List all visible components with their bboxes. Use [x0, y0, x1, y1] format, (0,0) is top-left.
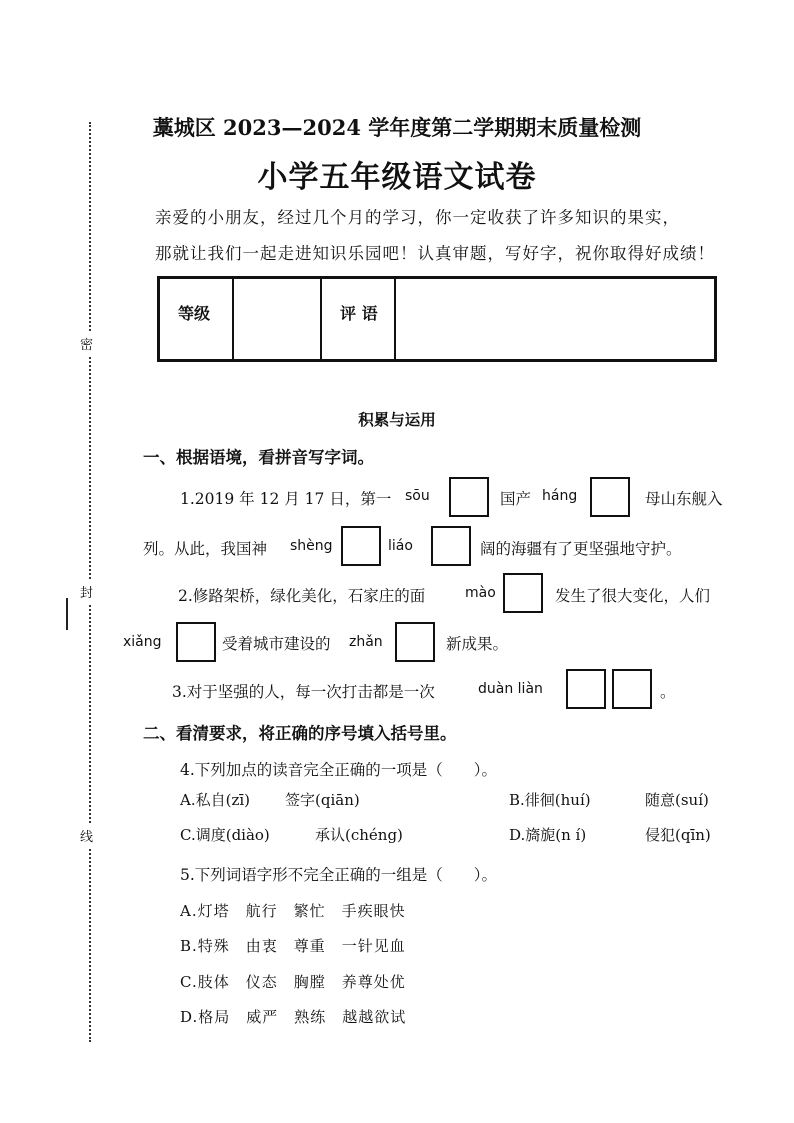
- comment-input-cell[interactable]: [395, 278, 716, 361]
- q5-stem: 5.下列词语字形不完全正确的一组是（ ）。: [180, 866, 498, 884]
- q4-option-b1[interactable]: B.徘徊(huí): [509, 791, 591, 809]
- grade-table: [157, 276, 717, 362]
- comment-label: 评 语: [340, 304, 378, 323]
- q4-option-a1[interactable]: A.私自(zī): [180, 791, 251, 809]
- answer-box-lian[interactable]: [612, 669, 652, 709]
- answer-box-sheng[interactable]: [341, 526, 381, 566]
- answer-box-sou[interactable]: [449, 477, 489, 517]
- answer-box-liao[interactable]: [431, 526, 471, 566]
- answer-box-duan[interactable]: [566, 669, 606, 709]
- q4-option-b2: 随意(suí): [645, 791, 709, 809]
- q1-line1c: 母山东舰入: [645, 490, 723, 508]
- seal-char-xian: 线: [80, 824, 93, 847]
- q4-option-d2: 侵犯(qīn): [645, 826, 711, 844]
- pinyin-sou: sōu: [405, 488, 430, 504]
- q1-line3b: 发生了很大变化，人们: [555, 587, 711, 605]
- pinyin-mao: mào: [465, 585, 496, 601]
- q1-line5b: 。: [660, 683, 676, 701]
- q4-option-c1[interactable]: C.调度(diào): [180, 826, 270, 844]
- answer-box-mao[interactable]: [503, 573, 543, 613]
- answer-box-zhan[interactable]: [395, 622, 435, 662]
- seal-char-feng: 封: [80, 580, 93, 603]
- seal-char-mi: 密: [80, 332, 93, 355]
- q1-line4a: 受着城市建设的: [222, 635, 331, 653]
- q1-line1a: 1.2019 年 12 月 17 日，第一: [180, 490, 392, 508]
- paper-title: 小学五年级语文试卷: [257, 160, 537, 195]
- q5-option-a[interactable]: A.灯塔 航行 繁忙 手疾眼快: [180, 902, 406, 920]
- section-title: 积累与运用: [358, 410, 436, 429]
- pinyin-liao: liáo: [388, 538, 413, 554]
- q1-line5a: 3.对于坚强的人，每一次打击都是一次: [172, 683, 435, 701]
- q1-line4b: 新成果。: [446, 635, 509, 653]
- pinyin-hang: háng: [542, 488, 578, 504]
- grade-label: 等级: [178, 304, 211, 323]
- q5-option-d[interactable]: D.格局 威严 熟练 越越欲试: [180, 1008, 407, 1026]
- margin-mark: [66, 598, 68, 630]
- intro-line-1: 亲爱的小朋友，经过几个月的学习，你一定收获了许多知识的果实，: [155, 208, 680, 227]
- q5-option-c[interactable]: C.肢体 仪态 胸膛 养尊处优: [180, 973, 406, 991]
- q4-option-c2: 承认(chéng): [315, 826, 403, 844]
- pinyin-sheng: shèng: [290, 538, 333, 554]
- exam-title: 藁城区 2023—2024 学年度第二学期期末质量检测: [152, 115, 642, 140]
- pinyin-zhan: zhǎn: [349, 634, 383, 650]
- intro-line-2: 那就让我们一起走进知识乐园吧！认真审题，写好字，祝你取得好成绩！: [155, 244, 715, 263]
- q1-line1b: 国产: [500, 490, 532, 508]
- answer-box-xiang[interactable]: [176, 622, 216, 662]
- q1-line2a: 列。从此，我国神: [143, 540, 268, 558]
- q1-heading: 一、根据语境，看拼音写字词。: [143, 448, 374, 467]
- grade-label-cell: [159, 278, 234, 361]
- grade-input-cell[interactable]: [233, 278, 321, 361]
- q1-line3a: 2.修路架桥，绿化美化，石家庄的面: [178, 587, 426, 605]
- q4-stem: 4.下列加点的读音完全正确的一项是（ ）。: [180, 761, 498, 779]
- q2-heading: 二、看清要求，将正确的序号填入括号里。: [143, 724, 457, 743]
- q4-option-d1[interactable]: D.旖旎(n í): [509, 826, 587, 844]
- q1-line2b: 阔的海疆有了更坚强地守护。: [480, 540, 682, 558]
- pinyin-xiang: xiǎng: [123, 634, 162, 650]
- q5-option-b[interactable]: B.特殊 由衷 尊重 一针见血: [180, 937, 406, 955]
- pinyin-duanlian: duàn liàn: [478, 681, 543, 697]
- q4-option-a2: 签字(qiān): [285, 791, 360, 809]
- answer-box-hang[interactable]: [590, 477, 630, 517]
- comment-label-cell: [321, 278, 395, 361]
